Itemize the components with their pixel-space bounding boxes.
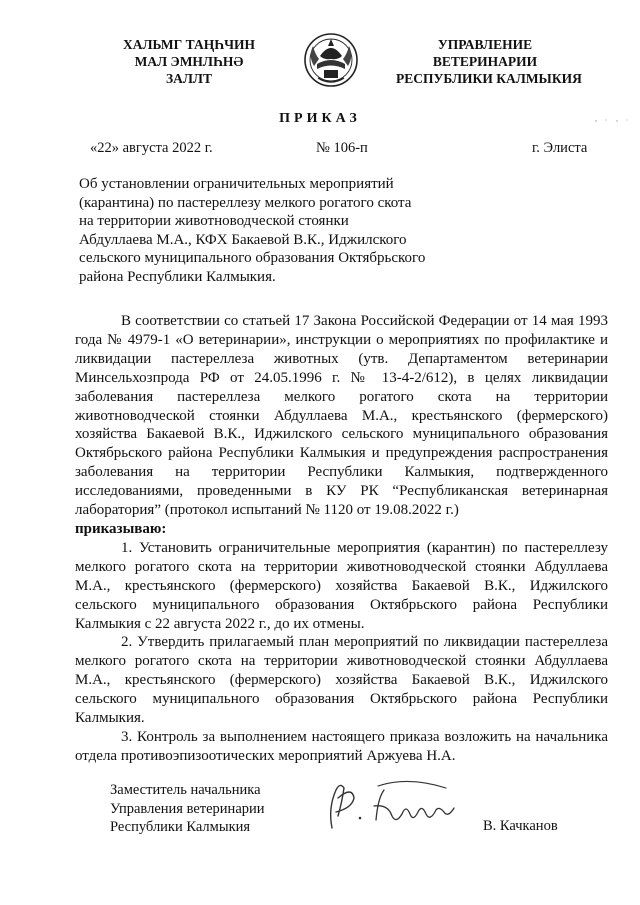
signature-icon [318,768,468,838]
order-item-1: 1. Установить ограничительные мероприятия (карантин) по пастереллезу мелкого рогатого скота на территории животноводческой стоянки Абдуллаева М.А., крестьянского (фермерского) хозяйства Бакаевой В.К., Иджилского сельского муниципального образования Октябрьского района Республики Калмыкия с 22 августа 2022 г., до их отмены. [75,539,608,632]
order-subject [79,175,499,286]
order-item-3: 3. Контроль за выполнением настоящего приказа возложить на начальника отдела противоэпизоотических мероприятий Аржуева Н.А. [75,728,608,764]
header-left-line: МАЛ ЭМНЛҺНӘ [134,54,244,69]
preamble-paragraph: В соответствии со статьей 17 Закона Российской Федерации от 14 мая 1993 года № 4979-1 «О ветеринарии», инструкции о мероприятиях по профилактике и ликвидации пастереллеза животных (утв. Департаментом ветеринарии Минсельхозпрода РФ от 24.05.1996 г. № 13-4-2/612), в целях ликвидации заболевания пастереллеза мелкого рогатого скота на территории животноводческой стоянки Абдуллаева М.А., крестьянского (фермерского) хозяйства Бакаевой В.К., Иджилского сельского муниципального образования Октябрьского района Республики Калмыкия и предупреждения распространения заболевания на территории Республики Калмыкия, подтвержденного исследованиями, проведенными в КУ РК “Республиканская ветеринарная лаборатория” (протокол испытаний № 1120 от 19.08.2022 г.) [75,313,608,519]
order-title: ПРИКАЗ [279,111,361,126]
order-date: «22» августа 2022 г. [90,140,213,156]
scan-artifact-dots [592,118,632,124]
order-item-2: 2. Утвердить прилагаемый план мероприятий по ликвидации пастереллеза мелкого рогатого скота на территории животноводческой стоянки Абдуллаева М.А., крестьянского (фермерского) хозяйства Бакаевой В.К., Иджилского сельского муниципального образования Октябрьского района Республики Калмыкия. [75,634,608,727]
emblem-icon [302,26,360,92]
header-left-line: ЗАЛЛТ [166,71,212,86]
decree-word: приказываю: [75,520,167,537]
position-line: Управления ветеринарии [110,800,265,817]
subject-line: (карантина) по пастереллезу мелкого рогатого скота [79,194,412,211]
header-right-line: ВЕТЕРИНАРИИ [432,54,538,69]
subject-line: района Республики Калмыкия. [79,268,276,285]
header-left-line: ХАЛЬМГ ТАҢҺЧИН [122,37,256,52]
order-city: г. Элиста [532,140,588,156]
signatory-position [110,781,265,837]
order-body [75,312,608,766]
header-right-line: РЕСПУБЛИКИ КАЛМЫКИЯ [396,71,582,86]
position-line: Республики Калмыкия [110,819,251,835]
subject-line: сельского муниципального образования Октябрьского [79,250,426,266]
subject-line: Абдуллаева М.А., КФХ Бакаевой В.К., Иджилского [79,231,407,248]
signer-name: В. Качканов [483,818,558,834]
header-left-kalmyk [104,36,274,87]
subject-line: Об установлении ограничительных мероприятий [79,176,394,192]
subject-line: на территории животноводческой стоянки [79,213,349,229]
order-number: № 106-п [316,140,368,156]
position-line: Заместитель начальника [110,782,261,798]
header-right-russian [396,36,582,87]
header-right-line: УПРАВЛЕНИЕ [437,37,533,52]
